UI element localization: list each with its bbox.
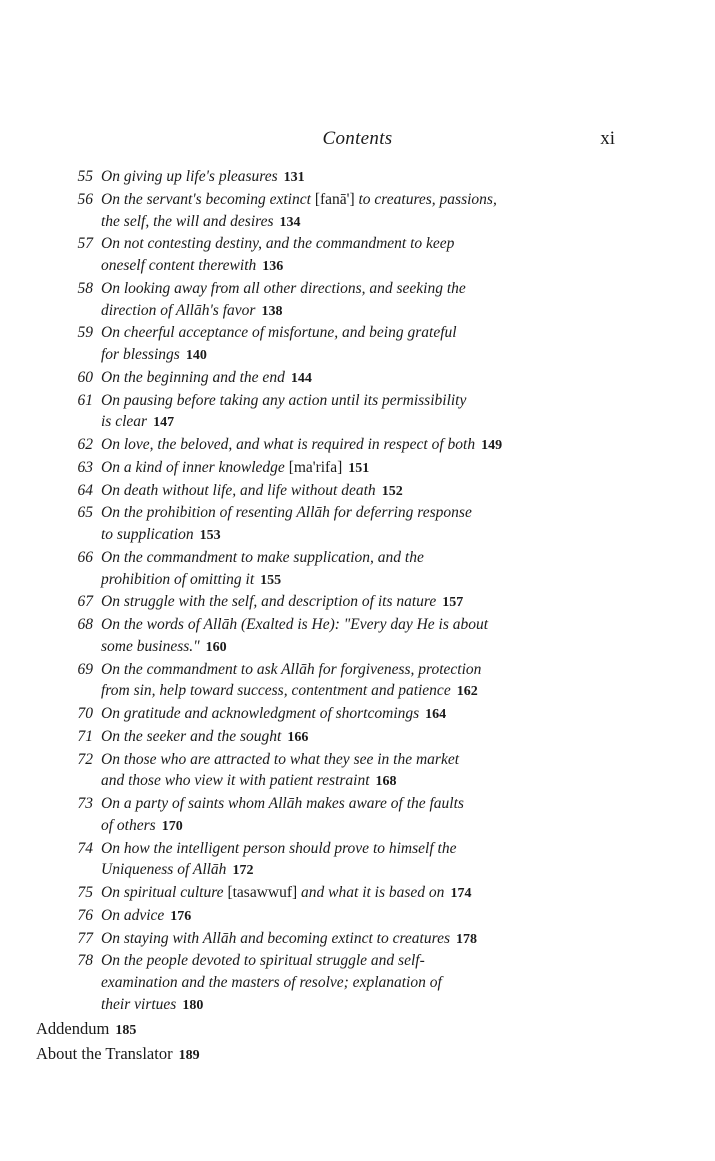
chapter-title: On gratitude and acknowledgment of shortcomings 164: [101, 705, 447, 722]
chapter-title: On the seeker and the sought 166: [101, 727, 309, 745]
chapter-number: 65: [77, 504, 93, 522]
toc-entry: [0, 166, 715, 189]
toc-entry: [0, 233, 715, 278]
chapter-number: 74: [77, 839, 93, 857]
back-matter-page: 189: [178, 1047, 200, 1063]
chapter-title: On spiritual culture [tasawwuf] and what it is based on 174: [101, 884, 472, 901]
chapter-page: 144: [290, 370, 312, 386]
chapter-title: On not contesting destiny, and the commandment to keep oneself content therewith 136: [101, 235, 455, 274]
chapter-page: 152: [381, 483, 403, 499]
table-of-contents: [0, 166, 715, 1067]
toc-entry: [0, 905, 715, 928]
chapter-page: 138: [261, 303, 283, 319]
page-number: xi: [600, 128, 615, 149]
chapter-page: 153: [199, 528, 221, 543]
chapter-page: 168: [375, 774, 397, 790]
chapter-page: 180: [182, 997, 204, 1013]
chapter-number: 71: [77, 727, 93, 745]
toc-entry: [0, 882, 715, 905]
toc-entry: [0, 950, 715, 1016]
toc-entry: [0, 838, 715, 883]
chapter-title: On staying with Allāh and becoming extinct to creatures 178: [101, 929, 477, 947]
chapter-number: 66: [77, 548, 93, 566]
chapter-page: 136: [262, 259, 284, 274]
chapter-number: 64: [77, 481, 93, 499]
chapter-title: On death without life, and life without death 152: [101, 481, 403, 499]
chapter-number: 69: [77, 660, 93, 678]
chapter-number: 56: [77, 190, 93, 208]
chapter-title: On pausing before taking any action until its permissibility is clear 147: [101, 391, 467, 431]
chapter-page: 134: [279, 214, 301, 230]
chapter-page: 147: [153, 415, 175, 431]
chapter-number: 63: [77, 458, 93, 476]
running-head: [0, 128, 715, 152]
back-matter-entry: [36, 1017, 715, 1042]
chapter-number: 72: [77, 750, 93, 768]
chapter-number: 62: [77, 436, 93, 453]
toc-entry: [0, 434, 715, 457]
toc-entry: [0, 591, 715, 614]
chapter-number: 59: [77, 324, 93, 342]
chapter-number: 57: [77, 235, 93, 253]
chapter-number: 73: [77, 795, 93, 812]
chapter-page: 172: [232, 863, 254, 879]
chapter-number: 55: [77, 168, 93, 185]
chapter-title: On the people devoted to spiritual struggle and self- examination and the masters of resolve; explanation of their virtues 180: [101, 952, 442, 1013]
chapter-title: On those who are attracted to what they see in the market and those who view it with patient restraint 168: [101, 750, 460, 790]
toc-entry: [0, 189, 715, 234]
chapter-title: On love, the beloved, and what is required in respect of both 149: [101, 436, 503, 453]
toc-entry: [0, 480, 715, 503]
chapter-title: On a kind of inner knowledge [ma'rifa] 151: [101, 458, 370, 476]
toc-entry: [0, 726, 715, 749]
chapter-number: 76: [77, 906, 93, 924]
toc-entry: [0, 390, 715, 435]
chapter-number: 78: [77, 952, 93, 970]
chapter-title: On a party of saints whom Allāh makes aware of the faults of others 170: [101, 795, 464, 834]
back-matter-entry: [36, 1042, 715, 1067]
toc-entry: [0, 659, 715, 704]
chapter-number: 75: [77, 884, 93, 901]
toc-entry: [0, 457, 715, 480]
chapter-number: 60: [77, 368, 93, 386]
chapter-number: 77: [77, 929, 93, 947]
chapter-page: 155: [260, 572, 282, 588]
chapter-page: 164: [425, 707, 447, 722]
chapter-title: On the prohibition of resenting Allāh for deferring response to supplication 153: [101, 504, 472, 543]
toc-entry: [0, 928, 715, 951]
back-matter-label: About the Translator: [36, 1043, 173, 1063]
chapter-title: On the servant's becoming extinct [fanā'] to creatures, passions, the self, the will and desires 134: [101, 190, 497, 230]
chapter-page: 160: [205, 639, 227, 655]
toc-entry: [0, 547, 715, 592]
chapter-page: 170: [161, 818, 183, 834]
toc-entry: [0, 322, 715, 367]
chapter-number: 68: [77, 616, 93, 633]
chapter-page: 157: [442, 595, 464, 611]
chapter-page: 166: [287, 729, 309, 745]
chapter-page: 162: [456, 684, 478, 700]
chapter-title: On struggle with the self, and description of its nature 157: [101, 593, 464, 611]
chapter-title: On giving up life's pleasures 131: [101, 168, 305, 185]
chapter-number: 70: [77, 705, 93, 722]
toc-entry: [0, 793, 715, 838]
chapter-page: 176: [170, 908, 192, 924]
chapter-title: On how the intelligent person should prove to himself the Uniqueness of Allāh 172: [101, 839, 457, 879]
chapter-title: On the words of Allāh (Exalted is He): "Every day He is about some business." 160: [101, 616, 489, 655]
chapter-title: On looking away from all other directions, and seeking the direction of Allāh's favor 138: [101, 279, 466, 319]
chapter-page: 178: [456, 931, 477, 947]
chapter-title: On cheerful acceptance of misfortune, and being grateful for blessings 140: [101, 324, 457, 363]
transliteration: [tasawwuf]: [227, 884, 298, 901]
chapter-title: On advice 176: [101, 906, 192, 924]
chapter-page: 151: [348, 460, 370, 476]
toc-entry: [0, 614, 715, 659]
chapter-number: 61: [77, 391, 93, 409]
chapter-title: On the commandment to ask Allāh for forgiveness, protection from sin, help toward success, contentment and patience 162: [101, 660, 482, 700]
page-title: Contents: [322, 128, 393, 149]
back-matter-page: 185: [115, 1022, 137, 1038]
chapter-page: 174: [450, 886, 472, 901]
chapter-page: 131: [283, 170, 305, 185]
toc-entry: [0, 749, 715, 794]
toc-entry: [0, 278, 715, 323]
chapter-page: 149: [481, 438, 503, 453]
chapter-title: On the beginning and the end 144: [101, 368, 312, 386]
transliteration: [ma'rifa]: [288, 458, 343, 476]
chapter-title: On the commandment to make supplication, and the prohibition of omitting it 155: [101, 548, 424, 588]
transliteration: [fanā']: [314, 190, 355, 208]
chapter-number: 67: [77, 593, 93, 611]
chapter-number: 58: [77, 279, 93, 297]
toc-entry: [0, 502, 715, 547]
toc-entry: [0, 703, 715, 726]
back-matter-label: Addendum: [36, 1018, 110, 1038]
toc-entry: [0, 367, 715, 390]
chapter-page: 140: [185, 348, 207, 363]
